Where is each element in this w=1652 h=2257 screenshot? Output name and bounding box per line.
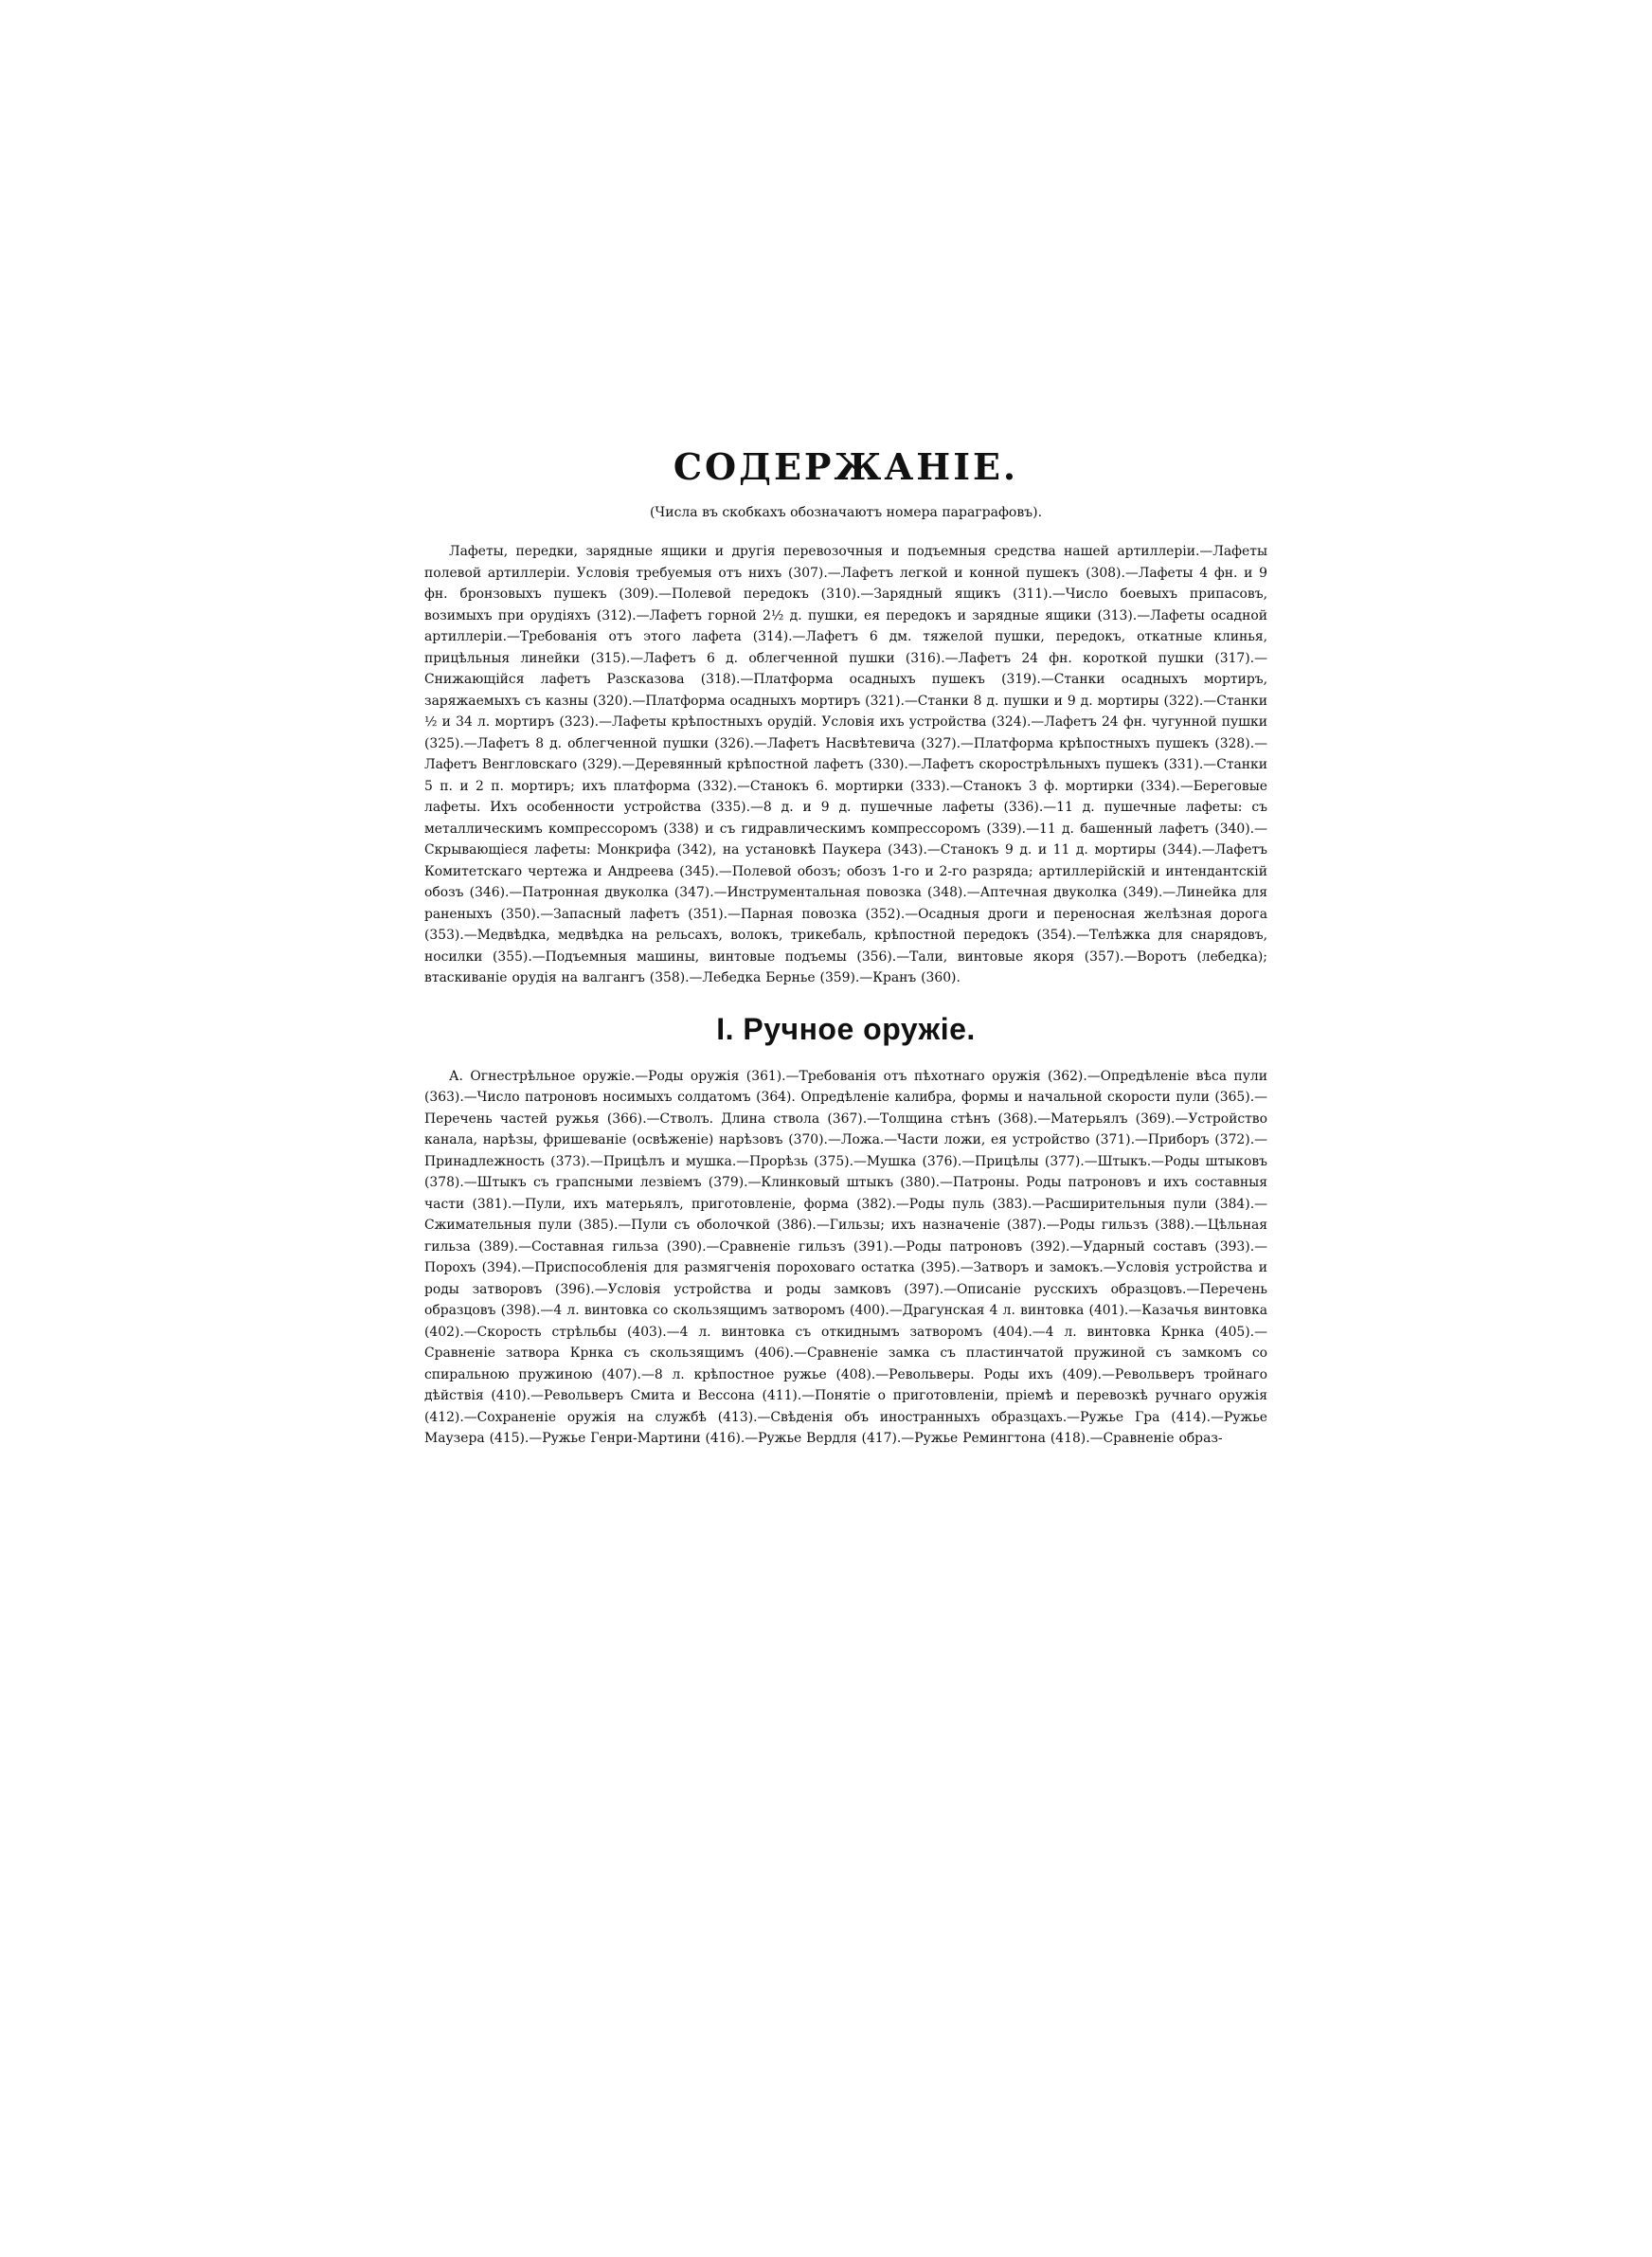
page-subtitle: (Числа въ скобкахъ обозначаютъ номера параграфовъ). <box>649 505 1043 520</box>
contents-paragraph-small-arms: А. Огнестрѣльное оружіе.—Роды оружія (361).—Требованія отъ пѣхотнаго оружія (362).—Опредѣленіе вѣса пули (363).—Число патроновъ носимыхъ солдатомъ (364). Опредѣленіе калибра, формы и начальной скорости пули (365).—Перечень частей ружья (366).—Стволъ. Длина ствола (367).—Толщина стѣнъ (368).—Матерьялъ (369).—Устройство канала, нарѣзы, фришеваніе (освѣженіе) нарѣзовъ (370).—Ложа.—Части ложи, ея устройство (371).—Приборъ (372).—Принадлежность (373).—Прицѣлъ и мушка.—Прорѣзь (375).—Мушка (376).—Прицѣлы (377).—Штыкъ.—Роды штыковъ (378).—Штыкъ съ грапсными лезвіемъ (379).—Клинковый штыкъ (380).—Патроны. Роды патроновъ и ихъ составныя части (381).—Пули, ихъ матерьялъ, приготовленіе, форма (382).—Роды пуль (383).—Расширительныя пули (384).—Сжимательныя пули (385).—Пули съ оболочкой (386).—Гильзы; ихъ назначеніе (387).—Роды гильзъ (388).—Цѣльная гильза (389).—Составная гильза (390).—Сравненіе гильзъ (391).—Роды патроновъ (392).—Ударный составъ (393).—Порохъ (394).—Приспособленія для размягченія пороховаго остатка (395).—Затворъ и замокъ.—Условія устройства и роды затворовъ (396).—Условія устройства и роды замковъ (397).—Описаніе русскихъ образцовъ.—Перечень образцовъ (398).—4 л. винтовка со скользящимъ затворомъ (400).—Драгунская 4 л. винтовка (401).—Казачья винтовка (402).—Скорость стрѣльбы (403).—4 л. винтовка съ откиднымъ затворомъ (404).—4 л. винтовка Крнка (405).—Сравненіе затвора Крнка съ скользящимъ (406).—Сравненіе замка съ пластинчатой пружиной съ замкомъ со спиральною пружиною (407).—8 л. крѣпостное ружье (408).—Револьверы. Роды ихъ (409).—Револьверъ тройнаго дѣйствія (410).—Револьверъ Смита и Вессона (411).—Понятіе о приготовленіи, пріемѣ и перевозкѣ ручнаго оружія (412).—Сохраненіе оружія на службѣ (413).—Свѣденія объ иностранныхъ образцахъ.—Ружье Гра (414).—Ружье Маузера (415).—Ружье Генри-Мартини (416).—Ружье Вердля (417).—Ружье Ремингтона (418).—Сравненіе образ- <box>424 1068 1267 1446</box>
section-heading: I. Ручное оружіе. <box>716 1011 976 1046</box>
table-of-contents <box>424 445 1267 1450</box>
page-title: СОДЕРЖАНІЕ. <box>673 445 1019 488</box>
contents-paragraph-carriages: Лафеты, передки, зарядные ящики и другія перевозочныя и подъемныя средства нашей артиллеріи.—Лафеты полевой артиллеріи. Условія требуемыя отъ нихъ (307).—Лафетъ легкой и конной пушекъ (308).—Лафеты 4 фн. и 9 фн. бронзовыхъ пушекъ (309).—Полевой передокъ (310).—Зарядный ящикъ (311).—Число боевыхъ припасовъ, возимыхъ при орудіяхъ (312).—Лафетъ горной 2½ д. пушки, ея передокъ и зарядные ящики (313).—Лафеты осадной артиллеріи.—Требованія отъ этого лафета (314).—Лафетъ 6 дм. тяжелой пушки, передокъ, откатные клинья, прицѣльныя линейки (315).—Лафетъ 6 д. облегченной пушки (316).—Лафетъ 24 фн. короткой пушки (317).—Снижающійся лафетъ Разсказова (318).—Платформа осадныхъ пушекъ (319).—Станки осадныхъ мортиръ, заряжаемыхъ съ казны (320).—Платформа осадныхъ мортиръ (321).—Станки 8 д. пушки и 9 д. мортиры (322).—Станки ½ и 34 л. мортиръ (323).—Лафеты крѣпостныхъ орудій. Условія ихъ устройства (324).—Лафетъ 24 фн. чугунной пушки (325).—Лафетъ 8 д. облегченной пушки (326).—Лафетъ Насвѣтевича (327).—Платформа крѣпостныхъ пушекъ (328).—Лафетъ Венгловскаго (329).—Деревянный крѣпостной лафетъ (330).—Лафетъ скорострѣльныхъ пушекъ (331).—Станки 5 п. и 2 п. мортиръ; ихъ платформа (332).—Станокъ 6. мортирки (333).—Станокъ 3 ф. мортирки (334).—Береговые лафеты. Ихъ особенности устройства (335).—8 д. и 9 д. пушечные лафеты (336).—11 д. пушечные лафеты: съ металлическимъ компрессоромъ (338) и съ гидравлическимъ компрессоромъ (339).—11 д. башенный лафетъ (340).—Скрывающіеся лафеты: Монкрифа (342), на установкѣ Паукера (343).—Станокъ 9 д. и 11 д. мортиры (344).—Лафетъ Комитетскаго чертежа и Андреева (345).—Полевой обозъ; обозъ 1-го и 2-го разряда; артиллерійскій и интендантскій обозъ (346).—Патронная двуколка (347).—Инструментальная повозка (348).—Аптечная двуколка (349).—Линейка для раненыхъ (350).—Запасный лафетъ (351).—Парная повозка (352).—Осадныя дроги и переносная желѣзная дорога (353).—Медвѣдка, медвѣдка на рельсахъ, волокъ, трикебаль, крѣпостной передокъ (354).—Телѣжка для снарядовъ, носилки (355).—Подъемныя машины, винтовые подъемы (356).—Тали, винтовые якоря (357).—Воротъ (лебедка); втаскиваніе орудія на валгангъ (358).—Лебедка Бернье (359).—Кранъ (360). <box>424 544 1267 985</box>
